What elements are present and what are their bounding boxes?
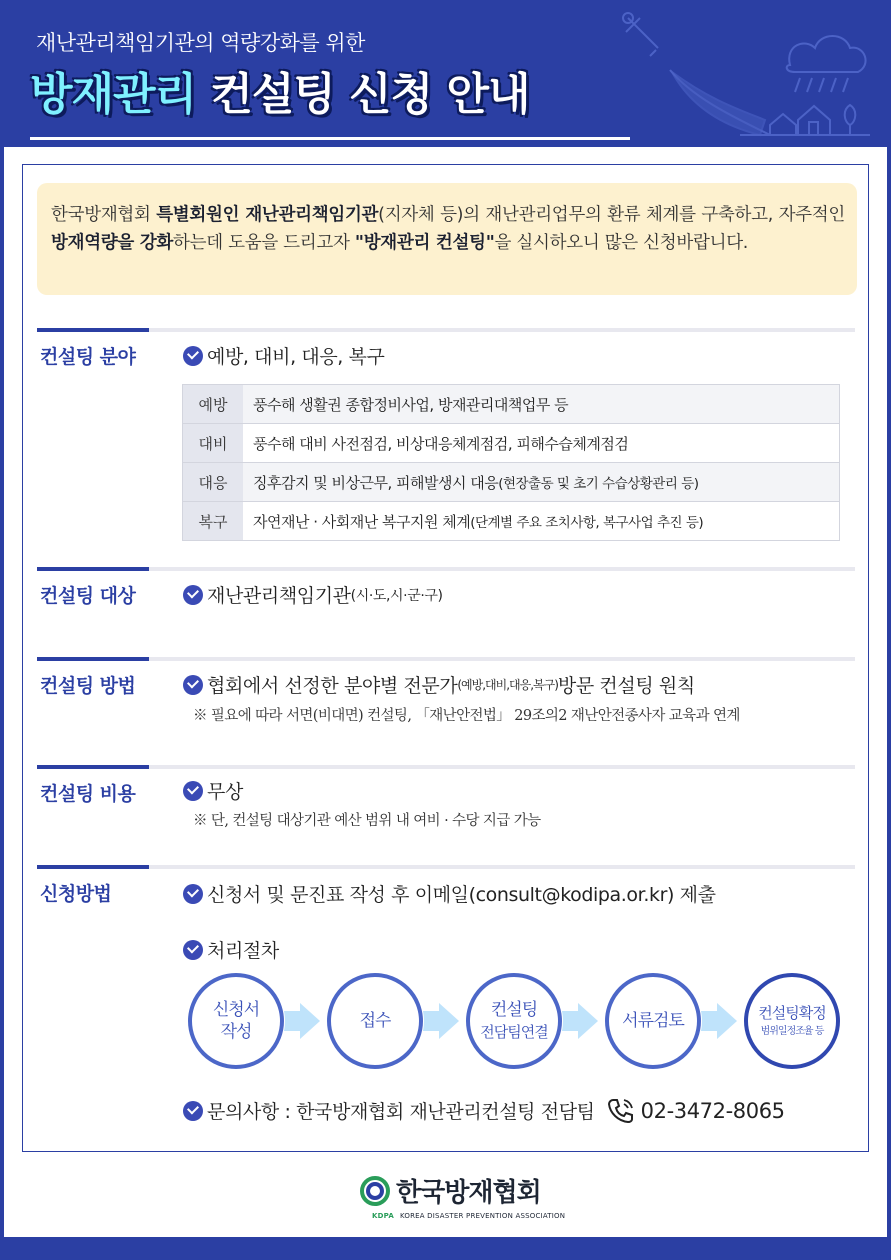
check-icon xyxy=(183,346,203,366)
arrow-right-icon xyxy=(717,1003,737,1039)
step-label: 컨설팅확정 xyxy=(758,1004,826,1022)
section-method xyxy=(37,657,855,737)
org-name: 한국방재협회 xyxy=(396,1178,541,1208)
section-divider xyxy=(37,567,855,571)
phone-icon xyxy=(607,1098,635,1124)
title-rest: 컨설팅 신청 안내 xyxy=(196,69,530,120)
header-subtitle: 재난관리책임기관의 역량강화를 위한 xyxy=(36,31,365,55)
phone-number: 02-3472-8065 xyxy=(640,1098,785,1123)
target-text: 재난관리책임기관 xyxy=(207,585,351,607)
intro-bold: 특별회원인 재난관리책임기관 xyxy=(156,205,379,225)
row-main-text: 징후감지 및 비상근무, 피해발생시 대응 xyxy=(253,473,499,492)
fields-summary xyxy=(183,342,384,369)
org-english-name: KOREA DISASTER PREVENTION ASSOCIATION xyxy=(399,1212,566,1220)
section-label: 컨설팅 대상 xyxy=(40,585,136,607)
apply-line xyxy=(183,880,716,907)
table-row xyxy=(183,463,839,502)
cost-note: ※ 단, 컨설팅 대상기관 예산 범위 내 여비 · 수당 지급 가능 xyxy=(193,813,541,829)
org-abbr: KDPA xyxy=(372,1212,394,1220)
table-row xyxy=(183,424,839,463)
process-heading xyxy=(183,936,279,963)
check-icon xyxy=(183,781,203,801)
fields-summary-text: 예방, 대비, 대응, 복구 xyxy=(207,346,385,368)
process-step xyxy=(605,973,701,1069)
row-sub-text: (단계별 주요 조치사항, 복구사업 추진 등) xyxy=(470,515,704,531)
section-divider xyxy=(37,865,855,869)
process-heading-text: 처리절차 xyxy=(207,940,279,962)
arrow-right-icon xyxy=(578,1003,598,1039)
method-line xyxy=(183,671,695,698)
contact-line xyxy=(183,1097,785,1124)
row-head: 복구 xyxy=(183,502,243,540)
arrow-connector xyxy=(421,1011,441,1031)
contact-text: 문의사항 : 한국방재협회 재난관리컨설팅 전담팀 xyxy=(207,1101,595,1123)
row-text xyxy=(243,385,839,423)
check-icon xyxy=(183,675,203,695)
step-label: 신청서 xyxy=(212,1000,260,1020)
arrow-right-icon xyxy=(300,1003,320,1039)
method-text: 협회에서 선정한 분야별 전문가 xyxy=(207,675,458,697)
section-divider xyxy=(37,657,855,661)
row-sub-text: (현장출동 및 초기 수습상황관리 등) xyxy=(498,476,699,492)
page-title xyxy=(30,58,530,122)
method-sub: (예방,대비,대응,복구) xyxy=(457,678,558,692)
intro-text: (지자체 등)의 재난관리업무의 환류 체계를 구축하고, 자주적인 xyxy=(378,205,845,225)
check-icon xyxy=(183,884,203,904)
section-label: 컨설팅 방법 xyxy=(40,675,136,697)
section-label: 신청방법 xyxy=(40,883,112,905)
title-accent: 방재관리 xyxy=(30,69,197,120)
section-label: 컨설팅 비용 xyxy=(40,783,136,805)
table-row xyxy=(183,385,839,424)
section-cost xyxy=(37,765,855,845)
row-head: 대비 xyxy=(183,424,243,462)
target-line xyxy=(183,581,443,608)
row-head: 예방 xyxy=(183,385,243,423)
method-note: ※ 필요에 따라 서면(비대면) 컨설팅, 「재난안전법」 29조의2 재난안전종사자 교육과 연계 xyxy=(193,708,740,724)
row-main-text: 자연재난 · 사회재난 복구지원 체계 xyxy=(253,512,471,531)
intro-bold: "방재관리 컨설팅" xyxy=(354,233,495,253)
step-sublabel: 범위일정조율 등 xyxy=(760,1026,824,1037)
header-underline xyxy=(30,137,630,140)
org-logo xyxy=(360,1172,541,1209)
section-divider xyxy=(37,765,855,769)
kdpa-logo-icon xyxy=(360,1176,390,1206)
row-main-text: 풍수해 생활권 종합정비사업, 방재관리대책업무 등 xyxy=(253,395,569,414)
arrow-connector xyxy=(560,1011,580,1031)
process-flow xyxy=(188,973,848,1073)
row-text xyxy=(243,502,839,540)
section-divider xyxy=(37,328,855,332)
apply-email-text: 신청서 및 문진표 작성 후 이메일(consult@kodipa.or.kr) 제출 xyxy=(207,884,716,906)
step-label: 작성 xyxy=(220,1022,252,1042)
row-text xyxy=(243,463,839,501)
method-text: 방문 컨설팅 원칙 xyxy=(557,675,695,697)
intro-bold: 방재역량을 강화 xyxy=(51,233,174,253)
step-label: 전담팀연결 xyxy=(480,1023,548,1041)
intro-text: 하는데 도움을 드리고자 xyxy=(173,233,355,253)
intro-text: 한국방재협회 xyxy=(51,205,157,225)
cost-line xyxy=(183,777,243,804)
section-fields xyxy=(37,328,855,548)
fields-table xyxy=(182,384,840,541)
step-label: 서류검토 xyxy=(622,1011,684,1031)
process-step xyxy=(466,973,562,1069)
row-main-text: 풍수해 대비 사전점검, 비상대응체계점검, 피해수습체계점검 xyxy=(253,434,629,453)
check-icon xyxy=(183,585,203,605)
step-label: 컨설팅 xyxy=(490,1000,538,1020)
disaster-illustration-icon xyxy=(600,10,880,145)
target-sub: (시·도,시·군·구) xyxy=(350,587,443,604)
row-head: 대응 xyxy=(183,463,243,501)
section-label: 컨설팅 분야 xyxy=(40,346,136,368)
org-subtitle xyxy=(372,1212,565,1220)
header xyxy=(0,0,891,150)
intro-text: 을 실시하오니 많은 신청바랍니다. xyxy=(494,233,749,253)
process-step xyxy=(327,973,423,1069)
process-step xyxy=(188,973,284,1069)
row-text xyxy=(243,424,839,462)
arrow-right-icon xyxy=(439,1003,459,1039)
cost-text: 무상 xyxy=(207,781,243,803)
check-icon xyxy=(183,940,203,960)
arrow-connector xyxy=(282,1011,302,1031)
step-label: 접수 xyxy=(359,1011,391,1031)
section-target xyxy=(37,567,855,627)
table-row xyxy=(183,502,839,540)
intro-box xyxy=(37,183,857,295)
check-icon xyxy=(183,1101,203,1121)
arrow-connector xyxy=(699,1011,719,1031)
process-step xyxy=(744,973,840,1069)
